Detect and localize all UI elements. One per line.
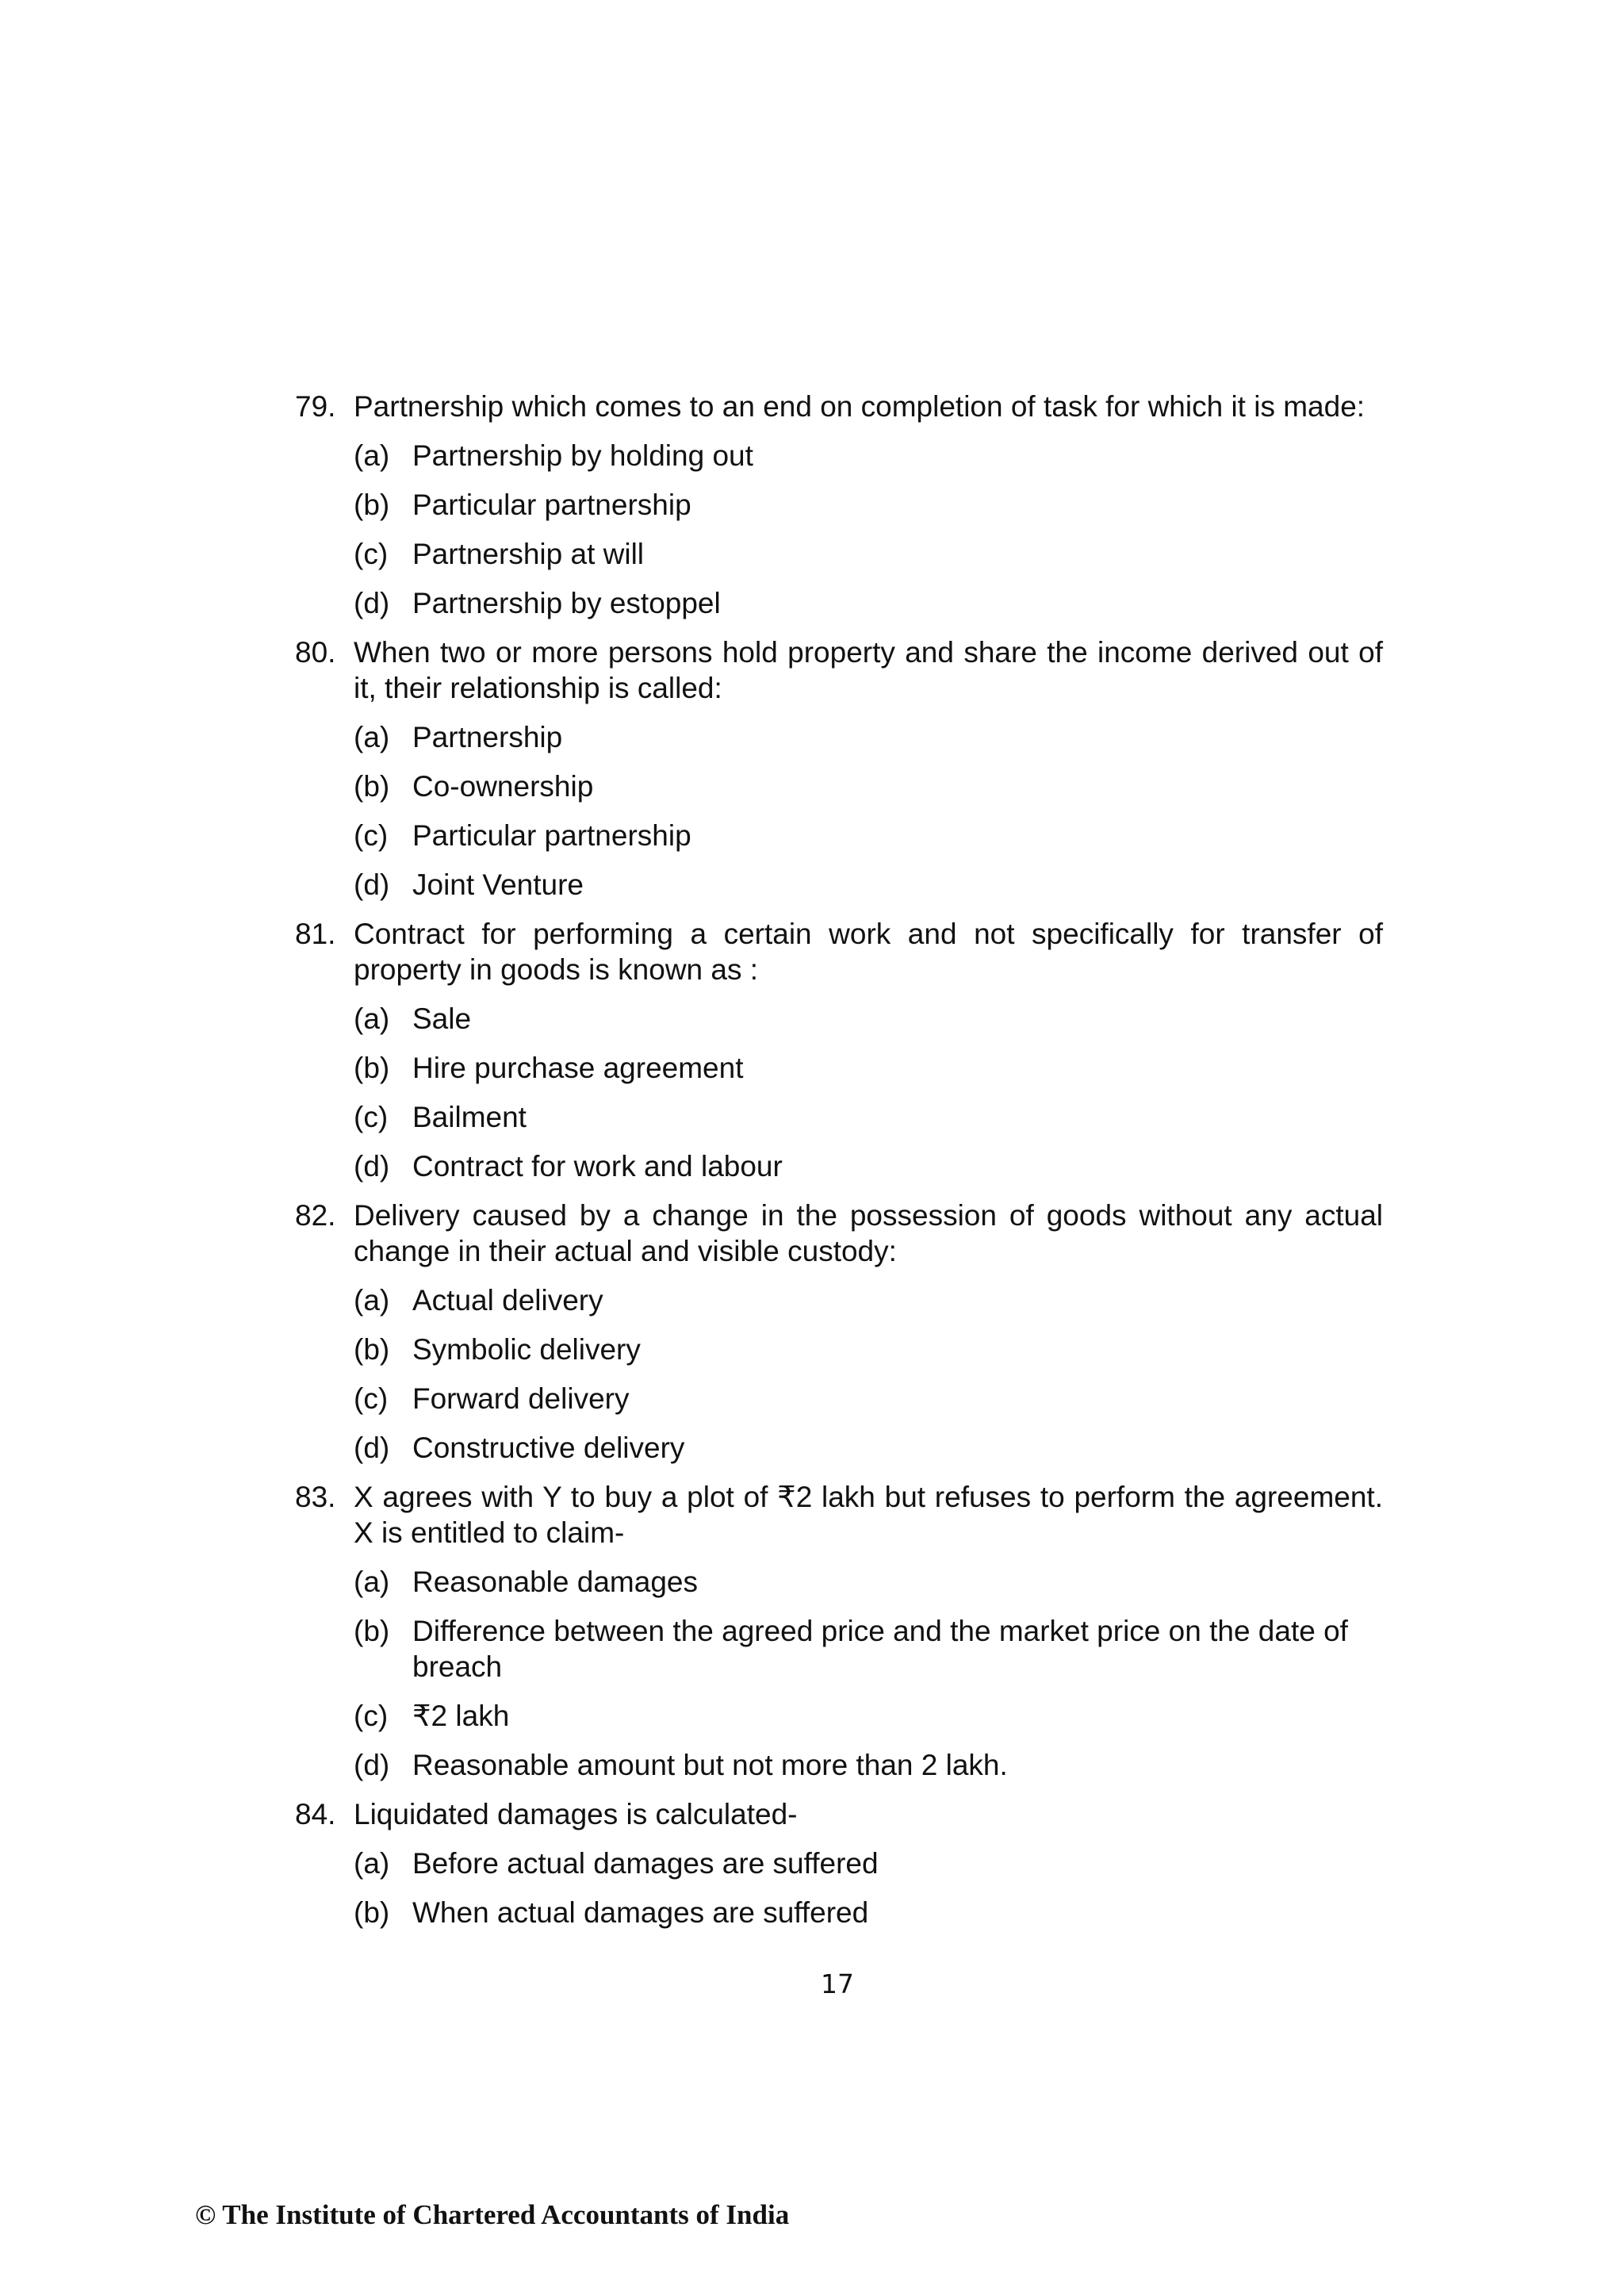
question-text: X agrees with Y to buy a plot of ₹2 lakh but refuses to perform the agreement. X is entitled to claim- — [354, 1481, 1383, 1549]
option-82-b — [354, 1332, 1383, 1367]
question-79 — [295, 389, 1383, 424]
option-text: Partnership at will — [412, 538, 645, 570]
option-label: (b) — [354, 489, 390, 521]
option-label: (d) — [354, 868, 390, 901]
option-79-b — [354, 487, 1383, 523]
option-label: (d) — [354, 1150, 390, 1182]
question-text: Partnership which comes to an end on completion of task for which it is made: — [354, 390, 1365, 423]
option-82-c — [354, 1381, 1383, 1416]
option-84-a — [354, 1846, 1383, 1881]
option-label: (c) — [354, 1101, 389, 1133]
question-number: 81. — [295, 918, 336, 950]
question-82 — [295, 1198, 1383, 1269]
option-text: Before actual damages are suffered — [412, 1847, 879, 1880]
question-number: 84. — [295, 1798, 336, 1830]
option-label: (a) — [354, 439, 390, 472]
option-label: (b) — [354, 1333, 390, 1366]
question-84 — [295, 1796, 1383, 1832]
option-text: Symbolic delivery — [412, 1333, 641, 1366]
option-text: Particular partnership — [412, 489, 691, 521]
option-text: ₹2 lakh — [412, 1700, 510, 1732]
option-81-a — [354, 1001, 1383, 1037]
option-text: Actual delivery — [412, 1284, 603, 1317]
option-text: Forward delivery — [412, 1382, 630, 1415]
option-label: (a) — [354, 1002, 390, 1035]
option-label: (a) — [354, 1847, 390, 1880]
option-label: (c) — [354, 538, 389, 570]
option-81-c — [354, 1099, 1383, 1135]
option-79-d — [354, 585, 1383, 621]
option-text: Partnership by holding out — [412, 439, 753, 472]
question-number: 80. — [295, 636, 336, 669]
option-81-d — [354, 1148, 1383, 1184]
option-label: (b) — [354, 770, 390, 803]
option-text: Contract for work and labour — [412, 1150, 783, 1182]
option-label: (a) — [354, 1566, 390, 1598]
option-80-c — [354, 818, 1383, 853]
question-text: Liquidated damages is calculated- — [354, 1798, 798, 1830]
option-82-d — [354, 1430, 1383, 1466]
question-number: 83. — [295, 1481, 336, 1513]
option-80-d — [354, 867, 1383, 903]
question-text: Delivery caused by a change in the possession of goods without any actual change in their actual and visible custody: — [354, 1199, 1383, 1267]
option-81-b — [354, 1050, 1383, 1086]
option-label: (d) — [354, 1749, 390, 1781]
option-label: (b) — [354, 1052, 390, 1084]
option-83-c — [354, 1698, 1383, 1734]
question-number: 79. — [295, 390, 336, 423]
option-82-a — [354, 1282, 1383, 1318]
copyright-footer: © The Institute of Chartered Accountants of India — [195, 2199, 790, 2230]
page-number: 17 — [821, 1968, 854, 1999]
option-text: Partnership by estoppel — [412, 587, 721, 619]
question-81 — [295, 916, 1383, 987]
option-label: (c) — [354, 1700, 389, 1732]
option-text: Partnership — [412, 721, 563, 753]
option-text: Constructive delivery — [412, 1432, 685, 1464]
option-label: (d) — [354, 587, 390, 619]
option-label: (a) — [354, 721, 390, 753]
option-label: (b) — [354, 1896, 390, 1929]
question-text: When two or more persons hold property and share the income derived out of it, their relationship is called: — [354, 636, 1383, 704]
question-text: Contract for performing a certain work and not specifically for transfer of property in goods is known as : — [354, 918, 1383, 986]
option-text: Reasonable damages — [412, 1566, 698, 1598]
option-text: Joint Venture — [412, 868, 584, 901]
option-label: (a) — [354, 1284, 390, 1317]
option-80-a — [354, 719, 1383, 755]
option-79-a — [354, 438, 1383, 473]
option-83-a — [354, 1564, 1383, 1600]
option-83-d — [354, 1747, 1383, 1783]
option-83-b — [354, 1613, 1383, 1685]
option-text: When actual damages are suffered — [412, 1896, 869, 1929]
question-number: 82. — [295, 1199, 336, 1232]
question-80 — [295, 634, 1383, 706]
option-text: Bailment — [412, 1101, 527, 1133]
option-text: Particular partnership — [412, 819, 691, 852]
option-text: Co-ownership — [412, 770, 594, 803]
option-label: (d) — [354, 1432, 390, 1464]
option-80-b — [354, 769, 1383, 804]
option-text: Reasonable amount but not more than 2 lakh. — [412, 1749, 1008, 1781]
option-text: Difference between the agreed price and the market price on the date of breach — [412, 1615, 1348, 1683]
option-84-b — [354, 1895, 1383, 1930]
option-text: Hire purchase agreement — [412, 1052, 744, 1084]
option-label: (c) — [354, 819, 389, 852]
option-label: (c) — [354, 1382, 389, 1415]
option-text: Sale — [412, 1002, 472, 1035]
option-label: (b) — [354, 1615, 390, 1647]
question-list — [295, 389, 1383, 1944]
question-83 — [295, 1479, 1383, 1550]
option-79-c — [354, 536, 1383, 572]
